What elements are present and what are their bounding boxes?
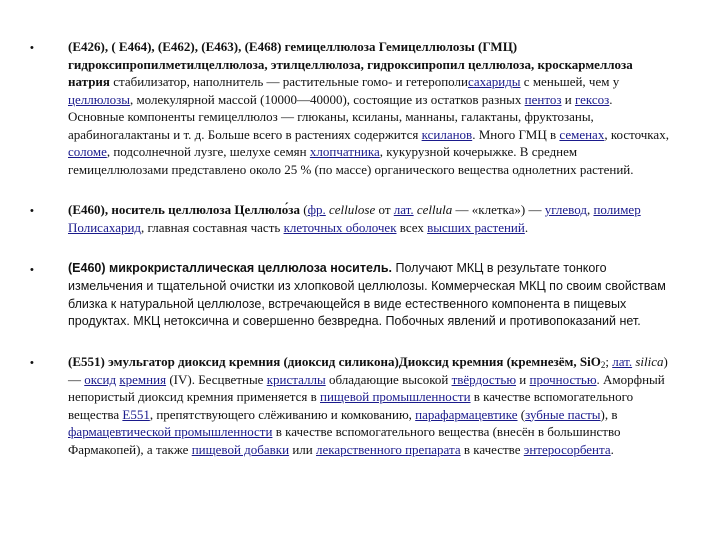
bold-text: (E426), ( E464), (E462), (E463), (E468) гемицеллюлоза Гемицеллюлозы (ГМЦ) гидроксипропилметилцеллюлоза, этилцеллюлоза, гидроксипропил целлюлоза, кроскармеллоза натрия: [68, 39, 633, 89]
text-run: всех: [396, 219, 428, 235]
inline-link[interactable]: парафармацевтике: [415, 406, 518, 422]
text-run: .: [610, 441, 614, 457]
inline-link[interactable]: клеточных оболочек: [283, 219, 397, 235]
italic-text: cellulose: [329, 202, 376, 217]
inline-link[interactable]: твёрдостью: [451, 371, 517, 387]
text-run: Получают МКЦ в результате тонкого измельчения и тщательной очистки из хлопковой целлюлозы. Коммерческая МКЦ по своим свойствам близка к натуральной целлюлозе, встречающейся в виде естественного компонента в пищевых продуктах. МКЦ нетоксична и совершенно безвредна. Побочных явлений и противопоказаний нет.: [68, 261, 666, 329]
inline-link[interactable]: кристаллы: [266, 371, 326, 387]
inline-link[interactable]: энтеросорбента: [523, 441, 611, 457]
text-run: обладающие высокой: [325, 371, 452, 387]
inline-link[interactable]: лат.: [393, 202, 414, 217]
inline-link[interactable]: оксид: [84, 371, 117, 387]
bold-text: (E460), носитель целлюлоза Целлюло́за: [68, 202, 300, 217]
text-run: , косточках,: [604, 126, 669, 142]
inline-link[interactable]: фр.: [307, 202, 326, 217]
inline-link[interactable]: пентоз: [524, 91, 562, 107]
inline-link[interactable]: семенах: [559, 126, 605, 142]
inline-link[interactable]: фармацевтической промышленности: [68, 424, 273, 439]
inline-link[interactable]: ксиланов: [421, 126, 473, 142]
text-run: ), в: [600, 406, 618, 422]
text-run: ;: [605, 354, 613, 369]
text-run: и: [561, 91, 575, 107]
text-run: (: [299, 202, 308, 217]
inline-link[interactable]: сахариды: [467, 74, 521, 89]
text-run: в качестве вспомогательного вещества (внесён в большинство Фармакопей), а также: [68, 424, 621, 457]
inline-link[interactable]: Полисахарид: [68, 219, 142, 235]
text-run: — «клетка») —: [452, 202, 545, 217]
inline-link[interactable]: пищевой промышленности: [320, 389, 471, 404]
text-run: ) —: [68, 354, 668, 387]
italic-text: cellula: [416, 202, 453, 217]
list-item: [30, 353, 670, 458]
text-run: .: [524, 219, 529, 235]
list-item: [30, 260, 670, 331]
bold-text: (E551) эмульгатор диоксид кремния (диоксид силикона)Диоксид кремния (кремнезём, SiO: [68, 354, 601, 369]
text-run: (IV). Бесцветные: [166, 371, 267, 387]
item-text: [68, 353, 670, 458]
text-run: , подсолнечной лузге, шелухе семян: [106, 144, 310, 159]
list-item: [30, 38, 670, 178]
text-run: . Много ГМЦ в: [472, 126, 560, 142]
text-run: от: [375, 202, 394, 217]
inline-link[interactable]: высших растений: [427, 219, 525, 235]
item-text: [68, 38, 670, 178]
item-text: [68, 201, 670, 236]
inline-link[interactable]: соломе: [68, 144, 107, 159]
bullet: •: [30, 357, 34, 369]
text-run: в качестве: [460, 441, 524, 457]
subscript: 2: [600, 360, 606, 370]
inline-link[interactable]: полимер: [593, 202, 641, 217]
inline-link[interactable]: кремния: [119, 371, 167, 387]
text-run: в качестве вспомогательного вещества: [68, 389, 634, 422]
inline-link[interactable]: углевод: [544, 202, 587, 217]
text-run: ,: [586, 202, 594, 217]
inline-link[interactable]: E551: [122, 406, 150, 422]
inline-link[interactable]: прочностью: [529, 371, 597, 387]
inline-link[interactable]: хлопчатника: [309, 144, 380, 159]
inline-link[interactable]: целлюлозы: [68, 91, 130, 107]
list-item: [30, 201, 670, 236]
text-run: , главная составная часть: [141, 219, 284, 235]
bold-text: (E460) микрокристаллическая целлюлоза носитель.: [68, 261, 393, 275]
bullet: •: [30, 205, 34, 217]
inline-link[interactable]: пищевой добавки: [191, 441, 290, 457]
item-text: [68, 260, 670, 331]
text-run: , молекулярной массой (10000—40000), состоящие из остатков разных: [129, 91, 525, 107]
text-run: и: [516, 371, 530, 387]
text-run: стабилизатор, наполнитель — растительные гомо- и гетерополи: [109, 74, 468, 89]
text-run: (: [517, 406, 526, 422]
inline-link[interactable]: лат.: [612, 354, 633, 369]
bullet: •: [30, 264, 34, 276]
text-run: , кукурузной кочерыжке. В среднем гемицеллюлозами представлено около 25 % (по массе) органического вещества однолетних растений.: [68, 144, 634, 177]
inline-link[interactable]: лекарственного препарата: [315, 441, 461, 457]
bullet: •: [30, 42, 34, 54]
text-run: . Аморфный непористый диоксид кремния применяется в: [68, 371, 665, 404]
inline-link[interactable]: зубные пасты: [525, 406, 601, 422]
text-run: , препятствующего слёживанию и комкованию,: [149, 406, 416, 422]
text-run: или: [289, 441, 316, 457]
italic-text: silica: [635, 354, 664, 369]
text-run: . Основные компоненты гемицеллюлоз — глюканы, ксиланы, маннаны, галактаны, фруктозаны, арабиногалактаны и т. д. Больше всего в растениях содержится: [68, 91, 613, 142]
inline-link[interactable]: гексоз: [574, 91, 610, 107]
text-run: с меньшей, чем у: [520, 74, 620, 89]
